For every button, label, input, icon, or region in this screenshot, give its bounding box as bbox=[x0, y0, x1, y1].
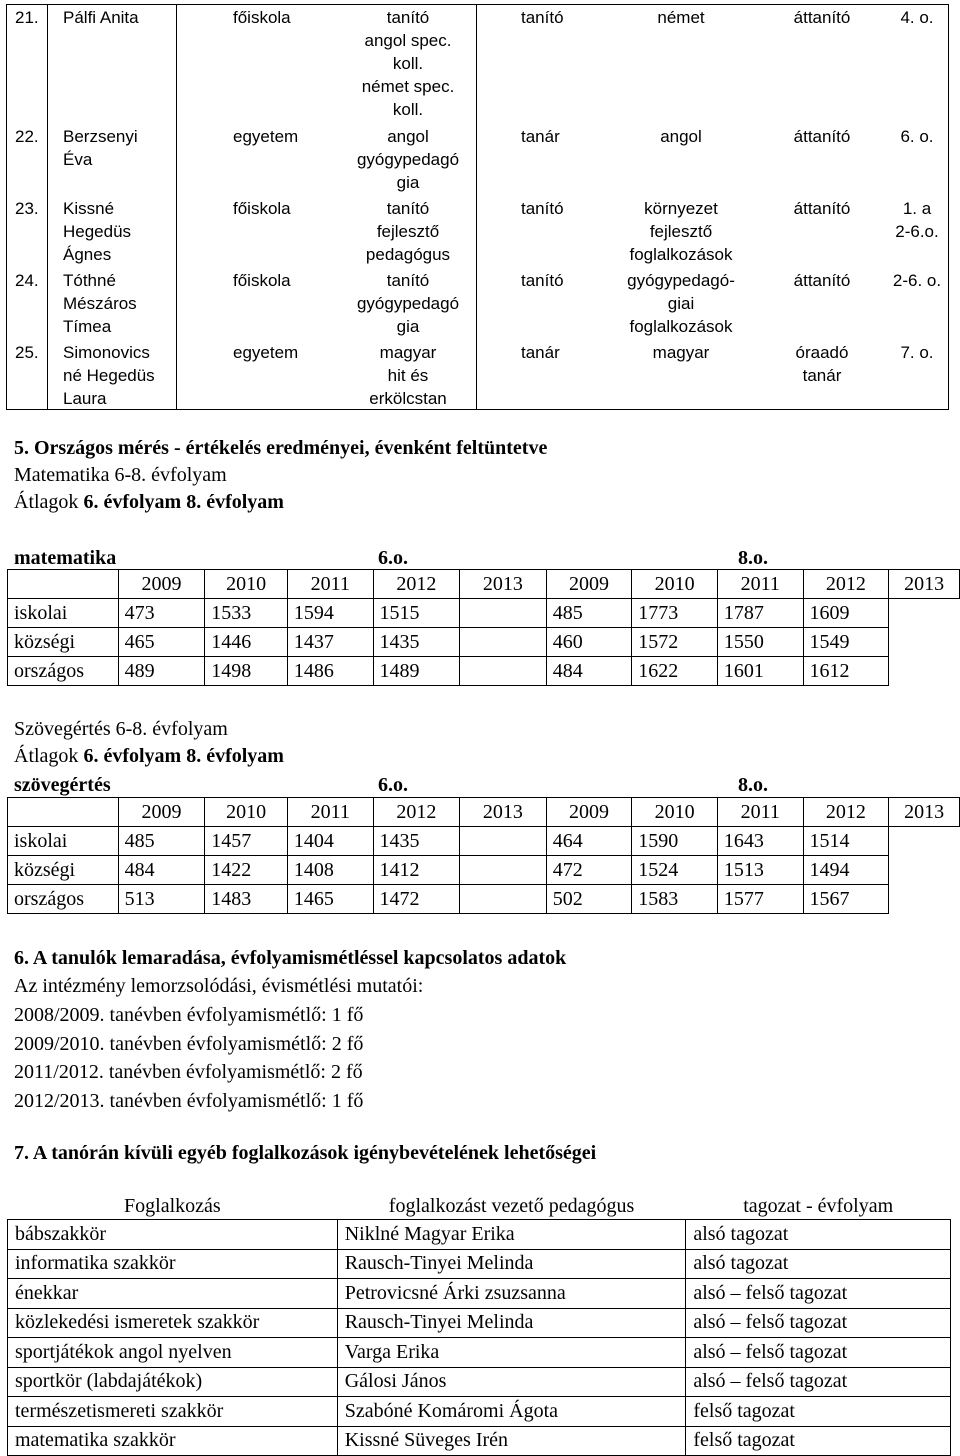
staff-cell-qual: gia bbox=[396, 317, 420, 336]
year-cell: 2009 bbox=[546, 798, 632, 827]
grade-8-label: 8.o. bbox=[738, 774, 768, 796]
value-cell: 485 bbox=[118, 827, 205, 856]
staff-cell-subject: giai bbox=[667, 294, 695, 313]
activity-cell: Petrovicsné Árki zsuzsanna bbox=[337, 1279, 686, 1309]
staff-cell-name: Laura bbox=[63, 389, 107, 408]
empty-cell bbox=[889, 628, 960, 657]
staff-cell-name: né Hegedüs bbox=[63, 366, 155, 385]
staff-cell-school: főiskola bbox=[233, 199, 291, 218]
year-cell: 2013 bbox=[460, 798, 547, 827]
staff-cell-status: áttanító bbox=[793, 127, 851, 146]
math-results-table bbox=[7, 569, 960, 686]
value-cell: 1486 bbox=[287, 657, 373, 686]
value-cell: 1465 bbox=[287, 885, 373, 914]
row-label: iskolai bbox=[8, 599, 119, 628]
staff-cell-qual: tanító bbox=[386, 8, 430, 27]
staff-table bbox=[6, 4, 949, 410]
value-cell: 1590 bbox=[632, 827, 718, 856]
reading-heading: Szövegértés 6-8. évfolyam bbox=[14, 718, 228, 740]
year-cell: 2013 bbox=[889, 798, 960, 827]
staff-cell-subject: német bbox=[657, 8, 705, 27]
activity-row bbox=[8, 1367, 951, 1397]
value-cell: 484 bbox=[546, 657, 632, 686]
staff-cell-qual: tanító bbox=[386, 271, 430, 290]
year-cell: 2013 bbox=[460, 570, 547, 599]
staff-cell-school: egyetem bbox=[233, 127, 299, 146]
staff-cell-qual: gyógypedagó bbox=[356, 150, 460, 169]
result-row bbox=[8, 628, 960, 657]
staff-cell-qual: gia bbox=[396, 173, 420, 192]
year-cell: 2011 bbox=[287, 570, 373, 599]
staff-cell-subject: foglalkozások bbox=[629, 317, 733, 336]
staff-cell-classes: 1. a bbox=[902, 199, 932, 218]
activity-row bbox=[8, 1397, 951, 1427]
activity-cell: Gálosi János bbox=[337, 1367, 686, 1397]
result-row bbox=[8, 599, 960, 628]
staff-cell-classes: 6. o. bbox=[900, 127, 934, 146]
row-label: országos bbox=[8, 885, 119, 914]
staff-cell-qual: pedagógus bbox=[365, 245, 451, 264]
activity-row bbox=[8, 1249, 951, 1279]
activity-row bbox=[8, 1220, 951, 1250]
value-cell: 502 bbox=[546, 885, 632, 914]
grade-8-label: 8.o. bbox=[738, 547, 768, 569]
empty-cell bbox=[889, 599, 960, 628]
activity-cell: alsó – felső tagozat bbox=[686, 1367, 951, 1397]
activity-cell: közlekedési ismeretek szakkör bbox=[8, 1308, 338, 1338]
corner-cell bbox=[8, 798, 119, 827]
result-row bbox=[8, 856, 960, 885]
staff-cell-status: tanár bbox=[802, 366, 842, 385]
staff-cell-role: tanár bbox=[521, 127, 560, 146]
staff-cell-status: áttanító bbox=[793, 8, 851, 27]
value-cell: 1787 bbox=[717, 599, 803, 628]
activity-cell: alsó – felső tagozat bbox=[686, 1308, 951, 1338]
value-cell: 1412 bbox=[373, 856, 460, 885]
value-cell: 1435 bbox=[373, 628, 460, 657]
averages-prefix: Átlagok bbox=[14, 491, 84, 513]
section-6-intro: Az intézmény lemorzsolódási, évismétlési mutatói: bbox=[14, 975, 424, 997]
value-cell: 1514 bbox=[803, 827, 889, 856]
row-label: iskolai bbox=[8, 827, 119, 856]
row-label: községi bbox=[8, 856, 119, 885]
activity-row bbox=[8, 1426, 951, 1456]
year-cell: 2013 bbox=[889, 570, 960, 599]
staff-cell-qual: magyar bbox=[379, 343, 437, 362]
activity-row bbox=[8, 1308, 951, 1338]
section-7-title: 7. A tanórán kívüli egyéb foglalkozások igénybevételének lehetőségei bbox=[14, 1142, 597, 1164]
value-cell: 1572 bbox=[632, 628, 718, 657]
staff-cell-num: 24. bbox=[15, 271, 39, 290]
activity-cell: Kissné Süveges Irén bbox=[337, 1426, 686, 1456]
value-cell: 465 bbox=[118, 628, 205, 657]
value-cell: 1437 bbox=[287, 628, 373, 657]
staff-cell-qual: német spec. bbox=[361, 77, 455, 96]
activities-header-cell: foglalkozást vezető pedagógus bbox=[388, 1194, 635, 1217]
year-cell: 2009 bbox=[118, 570, 205, 599]
value-cell: 472 bbox=[546, 856, 632, 885]
year-cell: 2010 bbox=[205, 570, 288, 599]
value-cell: 513 bbox=[118, 885, 205, 914]
staff-cell-name: Pálfi Anita bbox=[63, 8, 139, 27]
value-cell: 1612 bbox=[803, 657, 889, 686]
activities-table bbox=[7, 1193, 951, 1456]
staff-cell-name: Tímea bbox=[63, 317, 112, 336]
value-cell: 1494 bbox=[803, 856, 889, 885]
section-6-title: 6. A tanulók lemaradása, évfolyamismétléssel kapcsolatos adatok bbox=[14, 947, 567, 969]
staff-cell-classes: 2-6. o. bbox=[892, 271, 942, 290]
year-cell: 2012 bbox=[803, 570, 889, 599]
year-cell: 2010 bbox=[632, 798, 718, 827]
activity-cell: Rausch-Tinyei Melinda bbox=[337, 1249, 686, 1279]
activities-header-row bbox=[8, 1193, 951, 1220]
value-cell: 1515 bbox=[373, 599, 460, 628]
math-heading: Matematika 6-8. évfolyam bbox=[14, 464, 227, 486]
value-cell bbox=[460, 599, 547, 628]
value-cell: 1773 bbox=[632, 599, 718, 628]
staff-cell-name: Mészáros bbox=[63, 294, 137, 313]
staff-cell-name: Kissné bbox=[63, 199, 115, 218]
reading-table-label: szövegértés bbox=[14, 774, 111, 796]
value-cell: 485 bbox=[546, 599, 632, 628]
value-cell: 1533 bbox=[205, 599, 288, 628]
staff-cell-qual: hit és bbox=[387, 366, 429, 385]
year-cell: 2012 bbox=[803, 798, 889, 827]
staff-cell-num: 23. bbox=[15, 199, 39, 218]
repeat-line: 2011/2012. tanévben évfolyamismétlő: 2 fő bbox=[14, 1061, 363, 1083]
staff-cell-qual: tanító bbox=[386, 199, 430, 218]
empty-cell bbox=[889, 657, 960, 686]
value-cell: 1567 bbox=[803, 885, 889, 914]
activity-cell: felső tagozat bbox=[686, 1397, 951, 1427]
staff-cell-qual: gyógypedagó bbox=[356, 294, 460, 313]
value-cell: 473 bbox=[118, 599, 205, 628]
staff-cell-status: óraadó bbox=[795, 343, 849, 362]
year-header-row bbox=[8, 798, 960, 827]
activity-cell: matematika szakkör bbox=[8, 1426, 338, 1456]
staff-cell-status: áttanító bbox=[793, 271, 851, 290]
staff-cell-qual: angol spec. bbox=[364, 31, 452, 50]
activity-cell: alsó tagozat bbox=[686, 1249, 951, 1279]
staff-cell-role: tanító bbox=[521, 8, 564, 27]
repeat-line: 2008/2009. tanévben évfolyamismétlő: 1 fő bbox=[14, 1004, 364, 1026]
staff-cell-subject: gyógypedagó- bbox=[627, 271, 735, 290]
empty-cell bbox=[889, 827, 960, 856]
staff-cell-qual: erkölcstan bbox=[369, 389, 447, 408]
staff-cell-qual: fejlesztő bbox=[376, 222, 440, 241]
year-cell: 2011 bbox=[287, 798, 373, 827]
result-row bbox=[8, 657, 960, 686]
staff-cell-name: Tóthné bbox=[63, 271, 116, 290]
value-cell: 1408 bbox=[287, 856, 373, 885]
staff-cell-school: főiskola bbox=[233, 271, 291, 290]
year-cell: 2010 bbox=[205, 798, 288, 827]
staff-cell-role: tanító bbox=[521, 199, 564, 218]
reading-results-table bbox=[7, 797, 960, 914]
staff-cell-status: áttanító bbox=[793, 199, 851, 218]
year-cell: 2012 bbox=[373, 798, 460, 827]
staff-cell-qual: koll. bbox=[392, 100, 424, 119]
value-cell bbox=[460, 827, 547, 856]
averages-grades: 6. évfolyam 8. évfolyam bbox=[83, 745, 284, 767]
staff-cell-classes: 2-6.o. bbox=[895, 222, 939, 241]
empty-cell bbox=[889, 856, 960, 885]
activity-cell: Niklné Magyar Erika bbox=[337, 1220, 686, 1250]
staff-cell-subject: környezet bbox=[644, 199, 718, 218]
value-cell: 1524 bbox=[632, 856, 718, 885]
staff-cell-classes: 7. o. bbox=[900, 343, 934, 362]
staff-cell-classes: 4. o. bbox=[900, 8, 934, 27]
value-cell: 484 bbox=[118, 856, 205, 885]
staff-cell-num: 21. bbox=[15, 8, 39, 27]
staff-cell-name: Hegedüs bbox=[63, 222, 132, 241]
activity-row bbox=[8, 1279, 951, 1309]
activity-row bbox=[8, 1338, 951, 1368]
year-cell: 2011 bbox=[717, 570, 803, 599]
value-cell: 1435 bbox=[373, 827, 460, 856]
averages-grades: 6. évfolyam 8. évfolyam bbox=[83, 491, 284, 513]
staff-cell-name: Ágnes bbox=[63, 245, 112, 264]
value-cell: 1643 bbox=[717, 827, 803, 856]
value-cell: 1457 bbox=[205, 827, 288, 856]
activity-cell: sportjátékok angol nyelven bbox=[8, 1338, 338, 1368]
year-cell: 2010 bbox=[632, 570, 718, 599]
value-cell bbox=[460, 657, 547, 686]
grade-6-label: 6.o. bbox=[378, 774, 408, 796]
column-divider bbox=[476, 5, 477, 409]
staff-cell-qual: koll. bbox=[392, 54, 424, 73]
staff-cell-role: tanár bbox=[521, 343, 560, 362]
value-cell bbox=[460, 856, 547, 885]
value-cell: 1498 bbox=[205, 657, 288, 686]
math-averages-line bbox=[14, 490, 284, 514]
value-cell bbox=[460, 628, 547, 657]
value-cell: 1472 bbox=[373, 885, 460, 914]
corner-cell bbox=[8, 570, 119, 599]
row-label: községi bbox=[8, 628, 119, 657]
activity-cell: énekkar bbox=[8, 1279, 338, 1309]
result-row bbox=[8, 885, 960, 914]
staff-cell-num: 25. bbox=[15, 343, 39, 362]
staff-cell-subject: foglalkozások bbox=[629, 245, 733, 264]
value-cell: 1489 bbox=[373, 657, 460, 686]
value-cell: 1609 bbox=[803, 599, 889, 628]
value-cell: 1601 bbox=[717, 657, 803, 686]
averages-prefix: Átlagok bbox=[14, 745, 84, 767]
empty-cell bbox=[889, 885, 960, 914]
activities-header-cell: Foglalkozás bbox=[124, 1194, 221, 1217]
staff-cell-subject: angol bbox=[660, 127, 702, 146]
activity-cell: bábszakkör bbox=[8, 1220, 338, 1250]
value-cell: 1583 bbox=[632, 885, 718, 914]
staff-cell-role: tanító bbox=[521, 271, 564, 290]
value-cell: 1446 bbox=[205, 628, 288, 657]
staff-cell-subject: fejlesztő bbox=[649, 222, 713, 241]
value-cell: 1550 bbox=[717, 628, 803, 657]
repeat-line: 2012/2013. tanévben évfolyamismétlő: 1 fő bbox=[14, 1090, 364, 1112]
value-cell: 1594 bbox=[287, 599, 373, 628]
staff-cell-school: főiskola bbox=[233, 8, 291, 27]
staff-cell-school: egyetem bbox=[233, 343, 299, 362]
staff-cell-num: 22. bbox=[15, 127, 39, 146]
activity-cell: természetismereti szakkör bbox=[8, 1397, 338, 1427]
activity-cell: alsó – felső tagozat bbox=[686, 1338, 951, 1368]
value-cell bbox=[460, 885, 547, 914]
activity-cell: Szabóné Komáromi Ágota bbox=[337, 1397, 686, 1427]
value-cell: 1622 bbox=[632, 657, 718, 686]
math-table-label: matematika bbox=[14, 547, 117, 569]
value-cell: 1483 bbox=[205, 885, 288, 914]
grade-6-label: 6.o. bbox=[378, 547, 408, 569]
year-cell: 2009 bbox=[118, 798, 205, 827]
value-cell: 464 bbox=[546, 827, 632, 856]
activity-cell: felső tagozat bbox=[686, 1426, 951, 1456]
activity-cell: alsó tagozat bbox=[686, 1220, 951, 1250]
value-cell: 460 bbox=[546, 628, 632, 657]
activity-cell: informatika szakkör bbox=[8, 1249, 338, 1279]
value-cell: 1513 bbox=[717, 856, 803, 885]
row-label: országos bbox=[8, 657, 119, 686]
staff-cell-qual: angol bbox=[387, 127, 429, 146]
column-divider bbox=[47, 5, 48, 409]
section-5-title: 5. Országos mérés - értékelés eredményei, évenként feltüntetve bbox=[14, 437, 548, 459]
value-cell: 489 bbox=[118, 657, 205, 686]
activity-cell: sportkör (labdajátékok) bbox=[8, 1367, 338, 1397]
staff-cell-subject: magyar bbox=[652, 343, 710, 362]
year-cell: 2012 bbox=[373, 570, 460, 599]
value-cell: 1404 bbox=[287, 827, 373, 856]
staff-cell-name: Éva bbox=[63, 150, 93, 169]
staff-cell-name: Simonovics bbox=[63, 343, 150, 362]
repeat-line: 2009/2010. tanévben évfolyamismétlő: 2 fő bbox=[14, 1033, 364, 1055]
year-cell: 2011 bbox=[717, 798, 803, 827]
activities-header-cell: tagozat - évfolyam bbox=[743, 1194, 894, 1217]
activity-cell: Rausch-Tinyei Melinda bbox=[337, 1308, 686, 1338]
value-cell: 1422 bbox=[205, 856, 288, 885]
value-cell: 1577 bbox=[717, 885, 803, 914]
year-header-row bbox=[8, 570, 960, 599]
value-cell: 1549 bbox=[803, 628, 889, 657]
staff-cell-name: Berzsenyi bbox=[63, 127, 138, 146]
activity-cell: Varga Erika bbox=[337, 1338, 686, 1368]
activity-cell: alsó – felső tagozat bbox=[686, 1279, 951, 1309]
column-divider bbox=[176, 5, 177, 409]
reading-averages-line bbox=[14, 744, 284, 768]
result-row bbox=[8, 827, 960, 856]
year-cell: 2009 bbox=[546, 570, 632, 599]
